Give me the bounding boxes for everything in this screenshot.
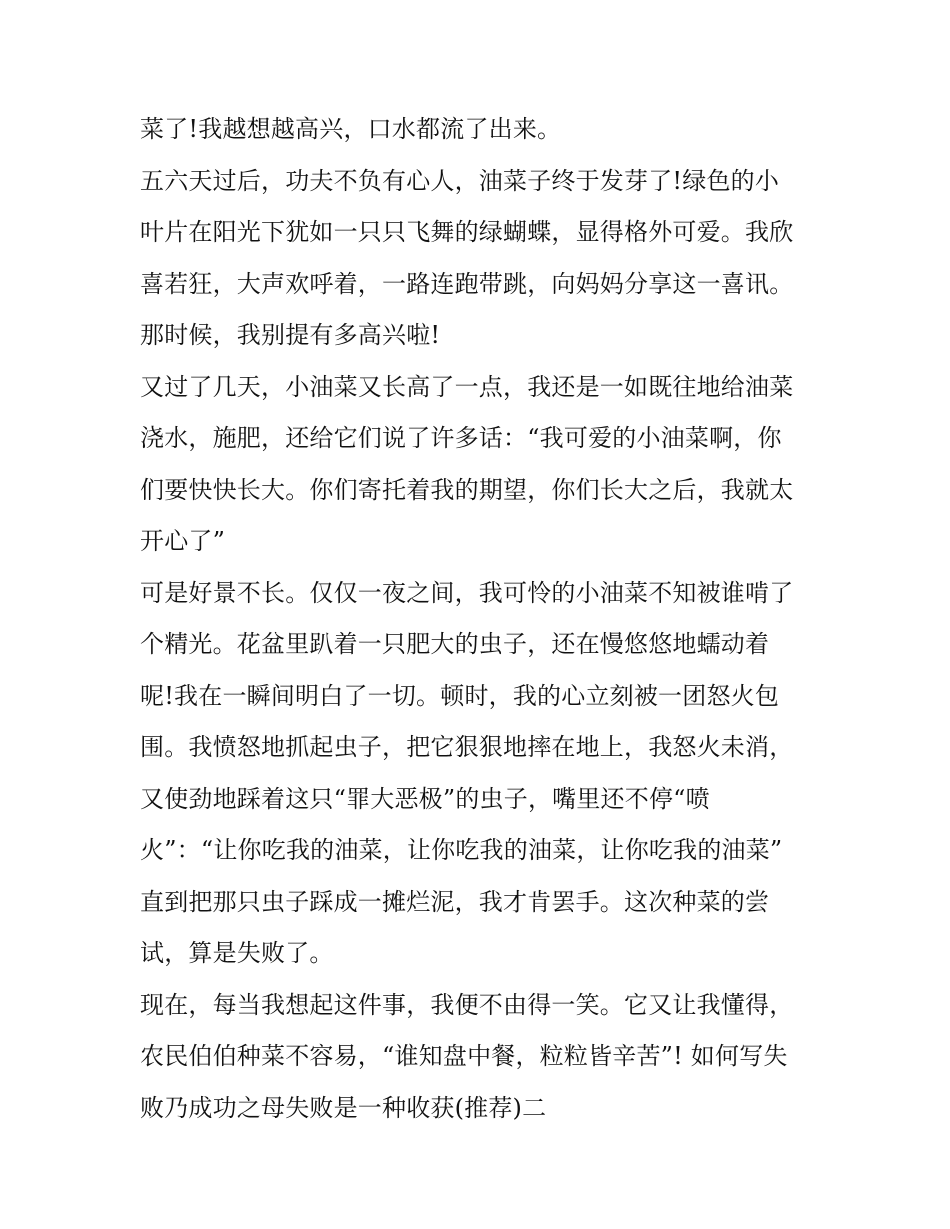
text-line: 围。我愤怒地抓起虫子，把它狠狠地摔在地上，我怒火未消，	[140, 733, 794, 761]
text-line: 个精光。花盆里趴着一只肥大的虫子，还在慢悠悠地蠕动着	[140, 630, 770, 658]
text-line: 农民伯伯种菜不容易，“谁知盘中餐，粒粒皆辛苦”! 如何写失	[140, 1042, 788, 1070]
text-line: 菜了!我越想越高兴，口水都流了出来。	[140, 115, 562, 143]
body-text	[140, 104, 820, 1134]
text-line: 浇水，施肥，还给它们说了许多话：“我可爱的小油菜啊，你	[140, 424, 782, 452]
text-line: 试，算是失败了。	[140, 939, 334, 967]
text-line: 喜若狂，大声欢呼着，一路连跑带跳，向妈妈分享这一喜讯。	[140, 269, 794, 298]
text-line: 们要快快长大。你们寄托着我的期望，你们长大之后，我就太	[140, 475, 794, 504]
text-line: 火”：“让你吃我的油菜，让你吃我的油菜，让你吃我的油菜”	[140, 836, 783, 864]
text-line: 开心了”	[140, 527, 226, 555]
text-line: 败乃成功之母失败是一种收获(推荐)二	[140, 1093, 547, 1122]
text-line: 呢!我在一瞬间明白了一切。顿时，我的心立刻被一团怒火包	[140, 681, 780, 710]
text-line: 又使劲地踩着这只“罪大恶极”的虫子，嘴里还不停“喷	[140, 784, 710, 813]
text-line: 那时候，我别提有多高兴啦!	[140, 321, 441, 349]
text-line: 直到把那只虫子踩成一摊烂泥，我才肯罢手。这次种菜的尝	[140, 887, 770, 916]
text-line: 又过了几天，小油菜又长高了一点，我还是一如既往地给油菜	[140, 372, 794, 401]
text-line: 可是好景不长。仅仅一夜之间，我可怜的小油菜不知被谁啃了	[140, 578, 794, 607]
text-line: 现在，每当我想起这件事，我便不由得一笑。它又让我懂得，	[140, 990, 794, 1019]
text-line: 五六天过后，功夫不负有心人，油菜子终于发芽了!绿色的小	[140, 166, 780, 195]
text-line: 叶片在阳光下犹如一只只飞舞的绿蝴蝶，显得格外可爱。我欣	[140, 218, 794, 246]
